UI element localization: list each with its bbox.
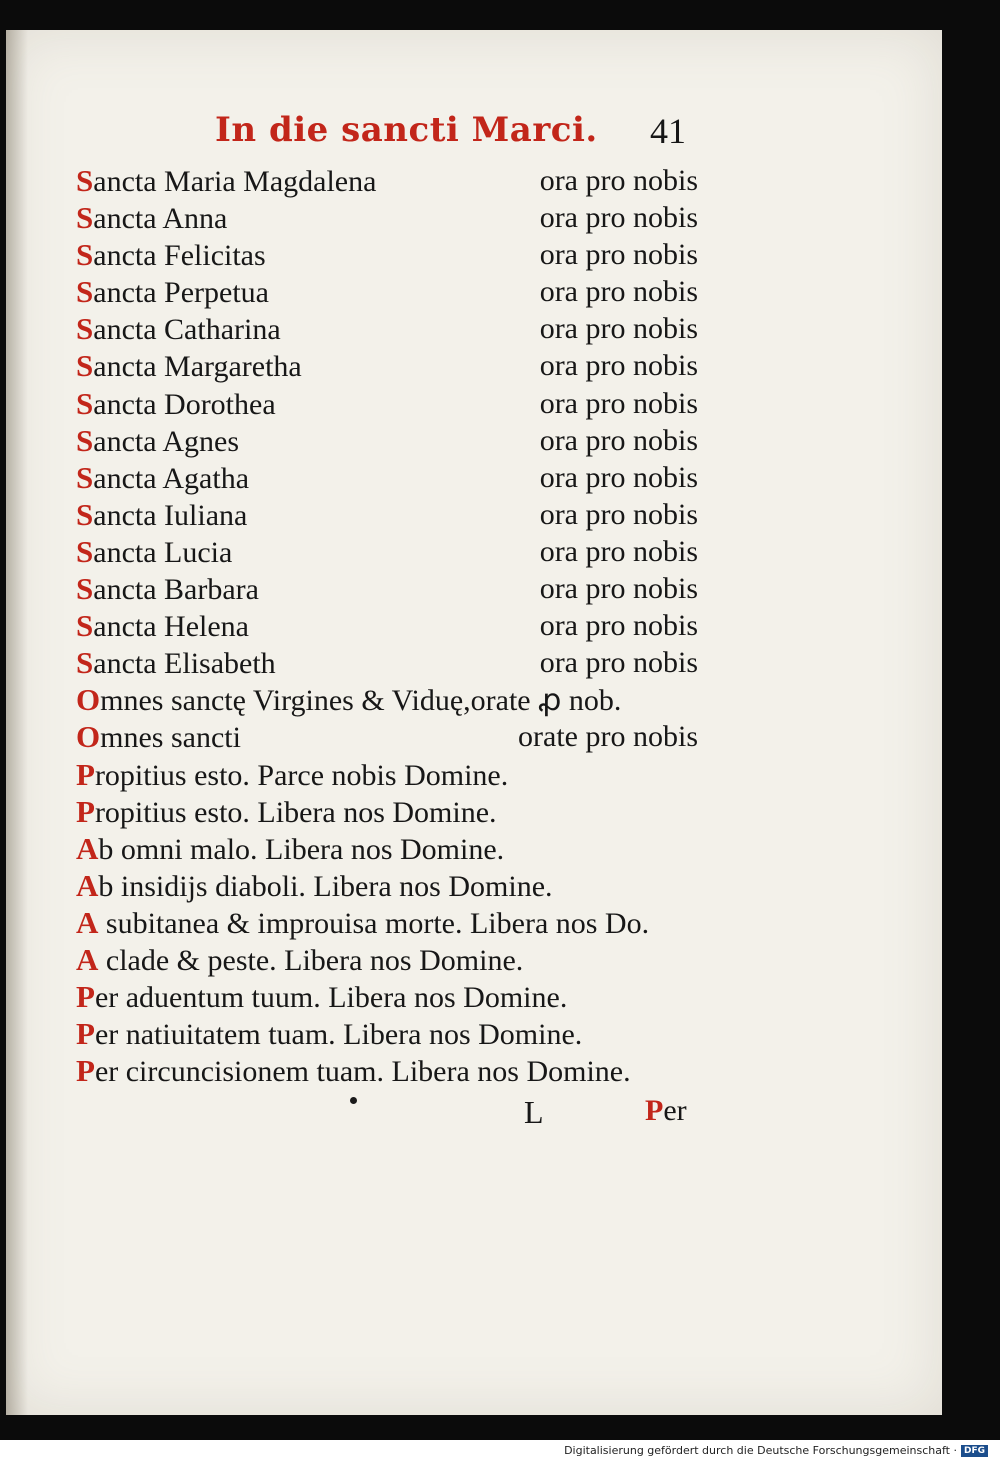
- invocation-text: ropitius esto. Parce nobis Domine.: [94, 758, 509, 792]
- invocation-text: ancta Elisabeth: [93, 647, 276, 681]
- catchword-initial: P: [645, 1094, 664, 1127]
- litany-text: [76, 162, 716, 1089]
- rubricated-initial: A: [76, 830, 99, 866]
- response-text: ora pro nobis: [539, 534, 698, 568]
- invocation-text: clade & peste. Libera nos Domine.: [98, 943, 524, 977]
- invocation-text: ropitius esto. Libera nos Domine.: [94, 795, 497, 829]
- response-text: ora pro nobis: [539, 386, 698, 420]
- invocation-text: ancta Lucia: [93, 535, 233, 569]
- rubricated-initial: S: [76, 571, 94, 607]
- response-text: ora pro nobis: [539, 572, 698, 606]
- litany-line: [76, 533, 716, 570]
- digitization-footer: [564, 1444, 988, 1457]
- response-text: ora pro nobis: [539, 646, 698, 680]
- litany-line: [76, 236, 716, 273]
- response-text: ora pro nobis: [539, 609, 698, 643]
- rubricated-initial: S: [76, 163, 94, 198]
- response-text: ora pro nobis: [539, 423, 698, 457]
- invocation-text: ancta Perpetua: [93, 276, 269, 310]
- invocation-text: ancta Helena: [93, 610, 249, 644]
- litany-line: [76, 644, 716, 681]
- response-text: ora pro nobis: [539, 312, 698, 346]
- response-text: ora pro nobis: [539, 497, 698, 531]
- litany-line: [76, 1015, 716, 1052]
- rubricated-initial: S: [76, 348, 94, 384]
- invocation-text: ancta Maria Magdalena: [93, 165, 377, 198]
- invocation-text: ancta Agatha: [93, 461, 250, 495]
- litany-line: [76, 718, 716, 755]
- rubricated-initial: S: [76, 385, 94, 421]
- invocation-text: er natiuitatem tuam. Libera nos Domine.: [94, 1018, 583, 1052]
- rubricated-initial: P: [76, 1016, 95, 1052]
- rubricated-initial: O: [76, 719, 101, 755]
- gutter-shadow: [6, 30, 28, 1415]
- invocation-text: er circuncisionem tuam. Libera nos Domine.: [94, 1055, 631, 1089]
- invocation-text: subitanea & improuisa morte. Libera nos Do.: [98, 906, 650, 940]
- litany-line: [76, 385, 716, 422]
- litany-line: [76, 459, 716, 496]
- running-head-title: In die sancti Marci.: [215, 110, 598, 150]
- litany-line: [76, 793, 716, 830]
- rubricated-initial: P: [76, 756, 95, 792]
- rubricated-initial: A: [76, 941, 99, 977]
- litany-line: [76, 347, 716, 384]
- invocation-text: er aduentum tuum. Libera nos Domine.: [94, 981, 568, 1015]
- litany-line: [76, 570, 716, 607]
- rubricated-initial: P: [76, 979, 95, 1015]
- litany-line: [76, 904, 716, 941]
- invocation-text: ancta Barbara: [93, 573, 259, 607]
- litany-line: [76, 199, 716, 236]
- litany-line: [76, 310, 716, 347]
- response-text: ora pro nobis: [539, 275, 698, 309]
- catchword-rest: er: [663, 1094, 687, 1127]
- rubricated-initial: O: [76, 682, 101, 718]
- rubricated-initial: S: [76, 422, 94, 458]
- rubricated-initial: S: [76, 459, 94, 495]
- invocation-text: ancta Felicitas: [93, 239, 266, 273]
- rubricated-initial: S: [76, 274, 94, 310]
- footer-text: Digitalisierung gefördert durch die Deutsche Forschungsgemeinschaft ·: [564, 1444, 957, 1457]
- rubricated-initial: S: [76, 200, 94, 236]
- dfg-logo: DFG: [961, 1445, 988, 1457]
- response-text: ora pro nobis: [539, 164, 698, 197]
- invocation-text: b omni malo. Libera nos Domine.: [98, 832, 505, 866]
- folio-number: 41: [650, 111, 686, 151]
- rubricated-initial: A: [76, 904, 99, 940]
- litany-line: [76, 681, 716, 718]
- litany-line: [76, 978, 716, 1015]
- invocation-text: ancta Anna: [93, 202, 228, 236]
- response-text: ora pro nobis: [539, 201, 698, 235]
- invocation-text: ancta Margaretha: [93, 350, 302, 384]
- rubricated-initial: S: [76, 311, 94, 347]
- rubricated-initial: P: [76, 1053, 95, 1089]
- signature-dot: [350, 1097, 357, 1104]
- litany-line: [76, 756, 716, 793]
- rubricated-initial: S: [76, 608, 94, 644]
- invocation-text: ancta Iuliana: [93, 498, 248, 532]
- invocation-text: ancta Dorothea: [93, 387, 276, 421]
- litany-line: [76, 162, 716, 199]
- rubricated-initial: S: [76, 237, 94, 273]
- rubricated-initial: P: [76, 793, 95, 829]
- rubricated-initial: A: [76, 867, 99, 903]
- catchword: [645, 1094, 687, 1128]
- rubricated-initial: S: [76, 645, 94, 681]
- litany-line: [76, 273, 716, 310]
- response-text: ora pro nobis: [539, 238, 698, 272]
- litany-line: [76, 1052, 716, 1089]
- litany-line: [76, 941, 716, 978]
- rubricated-initial: S: [76, 533, 94, 569]
- response-text: ora pro nobis: [539, 349, 698, 383]
- litany-line: [76, 867, 716, 904]
- litany-line: [76, 422, 716, 459]
- litany-line: [76, 830, 716, 867]
- invocation-text: ancta Catharina: [93, 313, 281, 347]
- litany-line: [76, 607, 716, 644]
- invocation-text: mnes sanctę Virgines & Viduę,orate ꝓ nob.: [100, 684, 622, 718]
- response-text: orate pro nobis: [518, 720, 698, 754]
- invocation-text: mnes sancti: [100, 721, 241, 755]
- litany-line: [76, 496, 716, 533]
- rubricated-initial: S: [76, 496, 94, 532]
- response-text: ora pro nobis: [539, 460, 698, 494]
- invocation-text: ancta Agnes: [93, 424, 240, 458]
- signature-mark: L: [524, 1094, 544, 1130]
- invocation-text: b insidijs diaboli. Libera nos Domine.: [98, 869, 553, 903]
